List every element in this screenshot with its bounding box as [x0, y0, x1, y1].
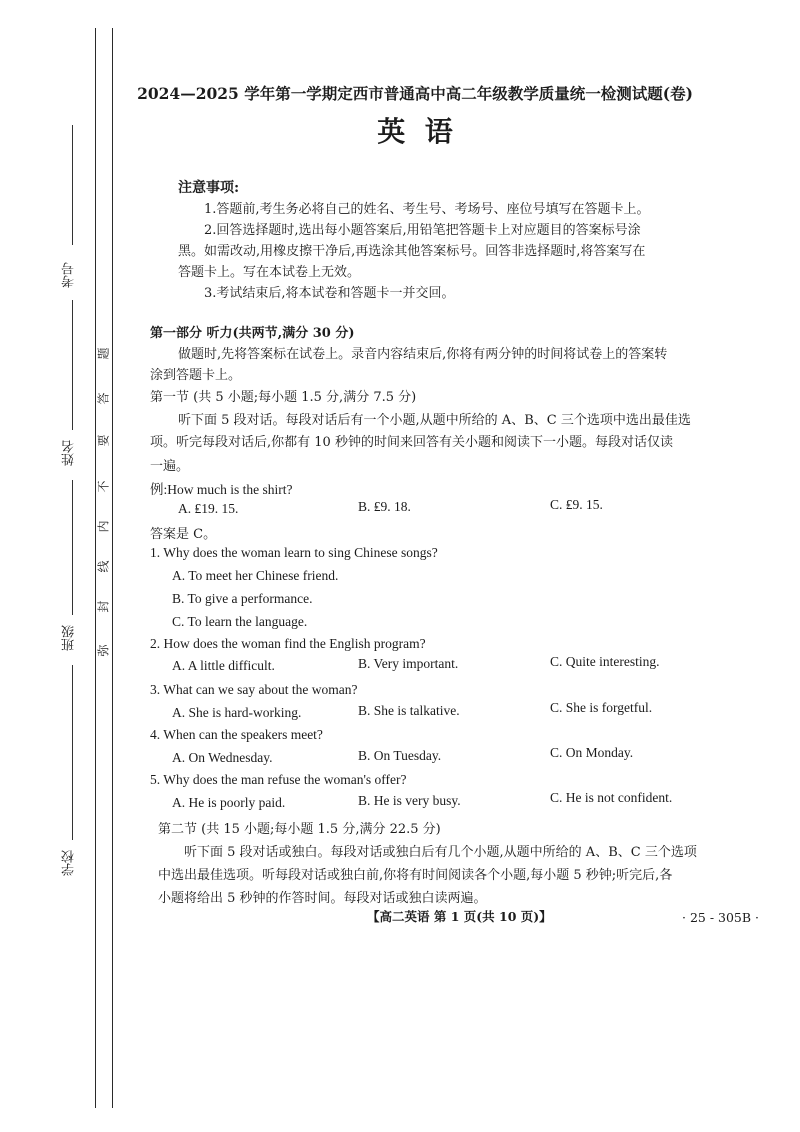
- seal-char: 弥: [96, 644, 111, 657]
- notes-line: 3.考试结束后,将本试卷和答题卡一并交回。: [204, 286, 455, 301]
- option-c: C. To learn the language.: [172, 614, 308, 629]
- question: 3. What can we say about the woman?: [150, 682, 358, 697]
- name-label: 姓名: [62, 440, 77, 466]
- option-a: A. To meet her Chinese friend.: [172, 568, 339, 583]
- class-underline: [72, 480, 73, 615]
- section1-heading: 第一节 (共 5 小题;每小题 1.5 分,满分 7.5 分): [150, 390, 417, 405]
- name-underline: [72, 300, 73, 430]
- section2-instructions: 小题将给出 5 秒钟的作答时间。每段对话或独白读两遍。: [158, 891, 487, 906]
- subject-title: 英 语: [377, 115, 453, 148]
- part1-intro: 做题时,先将答案标在试卷上。录音内容结束后,你将有两分钟的时间将试卷上的答案转: [178, 347, 668, 362]
- binding-line-inner: [112, 28, 113, 1108]
- example-question: 例:How much is the shirt?: [150, 482, 293, 497]
- option-c: C. Quite interesting.: [550, 654, 660, 669]
- question: 4. When can the speakers meet?: [150, 727, 323, 742]
- option-b: B. On Tuesday.: [358, 748, 442, 763]
- option-c: C. He is not confident.: [550, 790, 673, 805]
- exam-code: · 25 - 305B ·: [682, 910, 760, 925]
- option-a: A. On Wednesday.: [172, 750, 273, 765]
- example-answer: 答案是 C。: [150, 527, 217, 542]
- notes-heading: 注意事项:: [178, 180, 240, 196]
- example-option-a: A. ₤19. 15.: [178, 501, 239, 516]
- section1-instructions: 一遍。: [150, 459, 190, 474]
- school-label: 学校: [62, 850, 77, 876]
- example-option-c: C. ₤9. 15.: [550, 497, 603, 512]
- option-a: A. She is hard-working.: [172, 705, 302, 720]
- notes-line: 1.答题前,考生务必将自己的姓名、考生号、考场号、座位号填写在答题卡上。: [204, 202, 650, 217]
- page-info: 【高二英语 第 1 页(共 10 页)】: [367, 909, 552, 924]
- option-b: B. He is very busy.: [358, 793, 461, 808]
- seal-char: 线: [96, 560, 111, 573]
- seal-char: 封: [96, 600, 111, 613]
- part1-intro: 涂到答题卡上。: [150, 368, 242, 383]
- seal-char: 不: [96, 480, 111, 493]
- school-underline: [72, 665, 73, 840]
- question: 2. How does the woman find the English program?: [150, 636, 426, 651]
- question: 1. Why does the woman learn to sing Chinese songs?: [150, 545, 438, 560]
- option-b: B. To give a performance.: [172, 591, 313, 606]
- option-a: A. A little difficult.: [172, 658, 275, 673]
- notes-line: 2.回答选择题时,选出每小题答案后,用铅笔把答题卡上对应题目的答案标号涂: [204, 223, 641, 238]
- option-a: A. He is poorly paid.: [172, 795, 286, 810]
- option-b: B. Very important.: [358, 656, 459, 671]
- option-c: C. She is forgetful.: [550, 700, 653, 715]
- option-b: B. She is talkative.: [358, 703, 460, 718]
- section2-instructions: 听下面 5 段对话或独白。每段对话或独白后有几个小题,从题中所给的 A、B、C 三个选项: [184, 845, 697, 860]
- section2-instructions: 中选出最佳选项。听每段对话或独白前,你将有时间阅读各个小题,每小题 5 秒钟;听完后,各: [158, 868, 673, 883]
- seal-char: 答: [96, 392, 111, 405]
- example-option-b: B. ₤9. 18.: [358, 499, 411, 514]
- section2-heading: 第二节 (共 15 小题;每小题 1.5 分,满分 22.5 分): [158, 822, 441, 837]
- exam-title: 2024—2025 学年第一学期定西市普通高中高二年级教学质量统一检测试题(卷): [137, 84, 693, 103]
- option-c: C. On Monday.: [550, 745, 634, 760]
- question: 5. Why does the man refuse the woman's offer?: [150, 772, 407, 787]
- exam-no-label: 考号: [62, 262, 77, 288]
- part1-heading: 第一部分 听力(共两节,满分 30 分): [150, 326, 355, 341]
- seal-char: 要: [96, 434, 111, 447]
- section1-instructions: 听下面 5 段对话。每段对话后有一个小题,从题中所给的 A、B、C 三个选项中选出最佳选: [178, 413, 691, 428]
- section1-instructions: 项。听完每段对话后,你都有 10 秒钟的时间来回答有关小题和阅读下一小题。每段对话仅读: [150, 435, 673, 450]
- class-label: 班级: [62, 625, 77, 651]
- seal-char: 题: [96, 347, 111, 360]
- notes-line: 答题卡上。写在本试卷上无效。: [178, 265, 361, 280]
- seal-char: 内: [96, 520, 111, 533]
- notes-line: 黑。如需改动,用橡皮擦干净后,再选涂其他答案标号。回答非选择题时,将答案写在: [178, 244, 646, 259]
